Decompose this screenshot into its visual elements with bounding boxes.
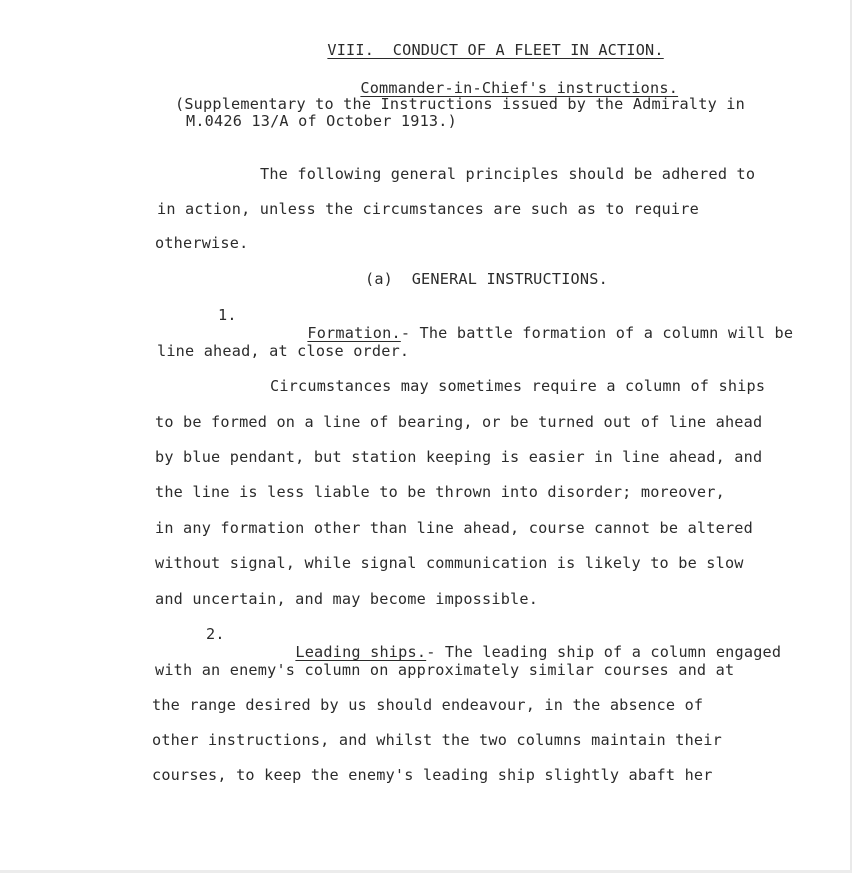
item2-line-3: the range desired by us should endeavour, in the absence of bbox=[152, 696, 704, 714]
item1-para2-line-6: without signal, while signal communication is likely to be slow bbox=[155, 554, 744, 572]
item2-text: - The leading ship of a column engaged bbox=[426, 643, 782, 661]
intro-line-2: in action, unless the circumstances are such as to require bbox=[157, 200, 699, 218]
item2-title: Leading ships. bbox=[295, 643, 427, 661]
item1-line-2: line ahead, at close order. bbox=[157, 342, 410, 360]
item1-para2-line-2: to be formed on a line of bearing, or be turned out of line ahead bbox=[155, 413, 763, 431]
item1-para2-line-7: and uncertain, and may become impossible. bbox=[155, 590, 539, 608]
item1-para2-line-4: the line is less liable to be thrown into disorder; moreover, bbox=[155, 483, 725, 501]
item1-text: - The battle formation of a column will be bbox=[400, 324, 794, 342]
part-heading: (a) GENERAL INSTRUCTIONS. bbox=[365, 270, 608, 288]
note-line-2: M.0426 13/A of October 1913.) bbox=[186, 112, 457, 130]
item1-number: 1. bbox=[218, 306, 237, 324]
section-heading: VIII. CONDUCT OF A FLEET IN ACTION. bbox=[327, 41, 664, 59]
item2-line-4: other instructions, and whilst the two columns maintain their bbox=[152, 731, 722, 749]
item1-para2-line-5: in any formation other than line ahead, course cannot be altered bbox=[155, 519, 753, 537]
item1-para2-line-3: by blue pendant, but station keeping is easier in line ahead, and bbox=[155, 448, 763, 466]
item2-line-5: courses, to keep the enemy's leading ship slightly abaft her bbox=[152, 766, 713, 784]
item1-title: Formation. bbox=[307, 324, 401, 342]
note-line-1: (Supplementary to the Instructions issued by the Admiralty in bbox=[175, 95, 745, 113]
intro-line-1: The following general principles should be adhered to bbox=[260, 165, 756, 183]
item1-para2-line-1: Circumstances may sometimes require a column of ships bbox=[270, 377, 766, 395]
item2-number: 2. bbox=[206, 625, 225, 643]
intro-line-3: otherwise. bbox=[155, 234, 249, 252]
subheading: Commander-in-Chief's instructions. bbox=[360, 79, 679, 97]
item2-line-2: with an enemy's column on approximately similar courses and at bbox=[155, 661, 735, 679]
